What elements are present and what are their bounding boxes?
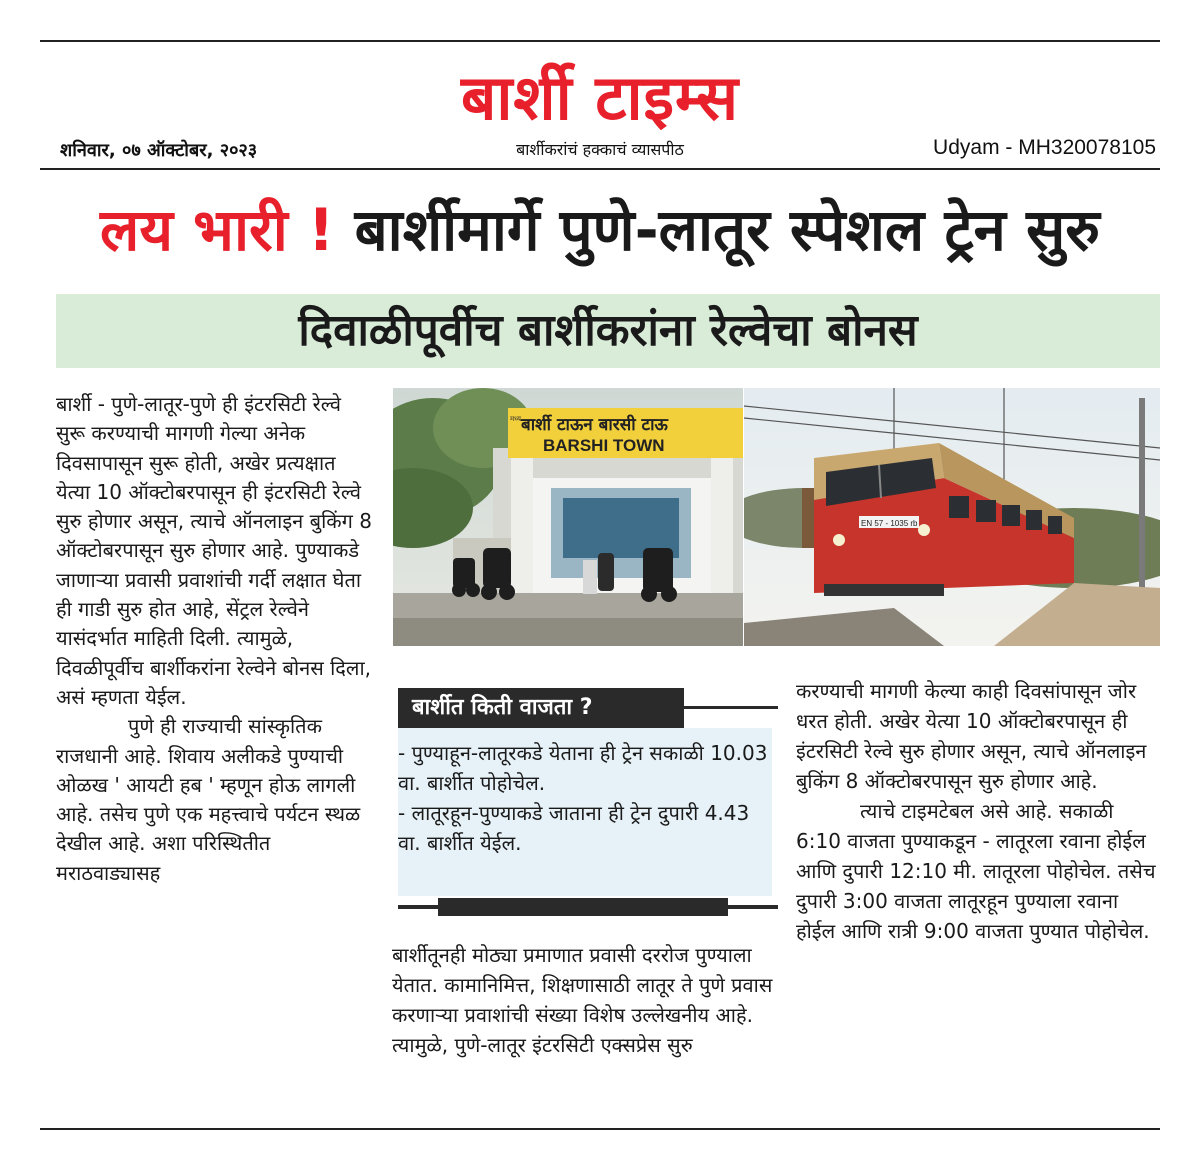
subheadline-band (56, 294, 1160, 368)
article-paragraph: करण्याची मागणी केल्या काही दिवसांपासून जोर धरत होती. अखेर येत्या 10 ऑक्टोबरपासून ही इंटरसिटी रेल्वे सुरु होणार असून, त्याचे ऑनलाइन बुकिंग 8 ऑक्टोबरपासून सुरु होणार आहे. (796, 679, 1147, 793)
article-paragraph: बार्शी - पुणे-लातूर-पुणे ही इंटरसिटी रेल्वे सुरू करण्याची मागणी गेल्या अनेक दिवसापासून सुरू होती, अखेर प्रत्यक्षात येत्या 10 ऑक्टोबरपासून ही इंटरसिटी रेल्वे सुरु होणार असून, त्याचे ऑनलाइन बुकिंग 8 ऑक्टोबरपासून सुरु होणार आहे. पुण्याकडे जाणाऱ्या प्रवासी प्रवाशांची गर्दी लक्षात घेता ही गाडी सुरु होत आहे, सेंट्रल रेल्वेने यासंदर्भात माहिती दिली. त्यामुळे, दिवळीपूर्वीच बार्शीकरांना रेल्वेने बोनस दिला, असं म्हणता येईल. (56, 392, 372, 709)
infobox-line: - लातूरहून-पुण्याकडे जाताना ही ट्रेन दुपारी 4.43 वा. बार्शीत येईल. (398, 801, 750, 855)
article-paragraph: बार्शीतूनही मोठ्या प्रमाणात प्रवासी दररोज पुण्याला येतात. कामानिमित्त, शिक्षणासाठी लातूर ते पुणे प्रवास करणाऱ्या प्रवाशांची संख्या विशेष उल्लेखनीय आहे. त्यामुळे, पुणे-लातूर इंटरसिटी एक्सप्रेस सुरु (392, 943, 773, 1057)
barshi-station-photo (393, 388, 743, 646)
infobox-header (398, 688, 778, 728)
udyam-registration: Udyam - MH320078105 (933, 136, 1156, 159)
infobox-title: बार्शीत किती वाजता ? (412, 695, 593, 720)
article-column-right (796, 676, 1158, 946)
main-headline (0, 186, 1200, 274)
infobox-header-rule (684, 706, 778, 709)
newspaper-masthead: बार्शी टाइम्स (460, 61, 740, 134)
headline-exclamation: लय भारी ! (100, 196, 335, 264)
article-column-middle (392, 940, 776, 1060)
masthead-rule (40, 168, 1160, 170)
train-photo (744, 388, 1160, 646)
subheadline: दिवाळीपूर्वीच बार्शीकरांना रेल्वेचा बोनस (298, 305, 918, 356)
train-illustration (744, 388, 1160, 646)
article-paragraph: पुणे ही राज्याची सांस्कृतिक राजधानी आहे. शिवाय अलीकडे पुण्याची ओळख ' आयटी हब ' म्हणून होऊ लागली आहे. तसेच पुणे एक महत्त्वाचे पर्यटन स्थळ देखील आहे. अशा परिस्थितीत मराठवाड्यासह (56, 714, 361, 885)
issue-date: शनिवार, ०७ ऑक्टोबर, २०२३ (60, 140, 258, 161)
frame-top-rule (40, 40, 1160, 42)
article-column-left (56, 390, 376, 888)
headline-text: बार्शीमार्गे पुणे-लातूर स्पेशल ट्रेन सुरु (354, 196, 1100, 264)
article-paragraph: त्याचे टाइमटेबल असे आहे. सकाळी 6:10 वाजता पुण्याकडून - लातूरला रवाना होईल आणि दुपारी 12:10 मी. लातूरला पोहोचेल. तसेच दुपारी 3:00 वाजता लातूरहून पुण्याला रवाना होईल आणि रात्री 9:00 वाजता पुण्यात पोहोचेल. (796, 799, 1156, 943)
frame-bottom-rule (40, 1128, 1160, 1130)
station-sign-devanagari: बार्शी टाऊन बारसी टाऊ (521, 415, 668, 435)
infobox-text (398, 738, 768, 858)
masthead-tagline: बार्शीकरांचं हक्काचं व्यासपीठ (516, 140, 684, 159)
infobox-footer (398, 898, 778, 916)
station-sign-english: BARSHI TOWN (543, 436, 665, 455)
infobox (398, 728, 772, 896)
infobox-line: - पुण्याहून-लातूरकडे येताना ही ट्रेन सकाळी 10.03 वा. बार्शीत पोहोचेल. (398, 741, 768, 795)
station-sign-prefix: मध्य (510, 415, 521, 423)
station-illustration (393, 388, 743, 646)
train-number: EN 57 - 1035 rb (861, 519, 918, 528)
